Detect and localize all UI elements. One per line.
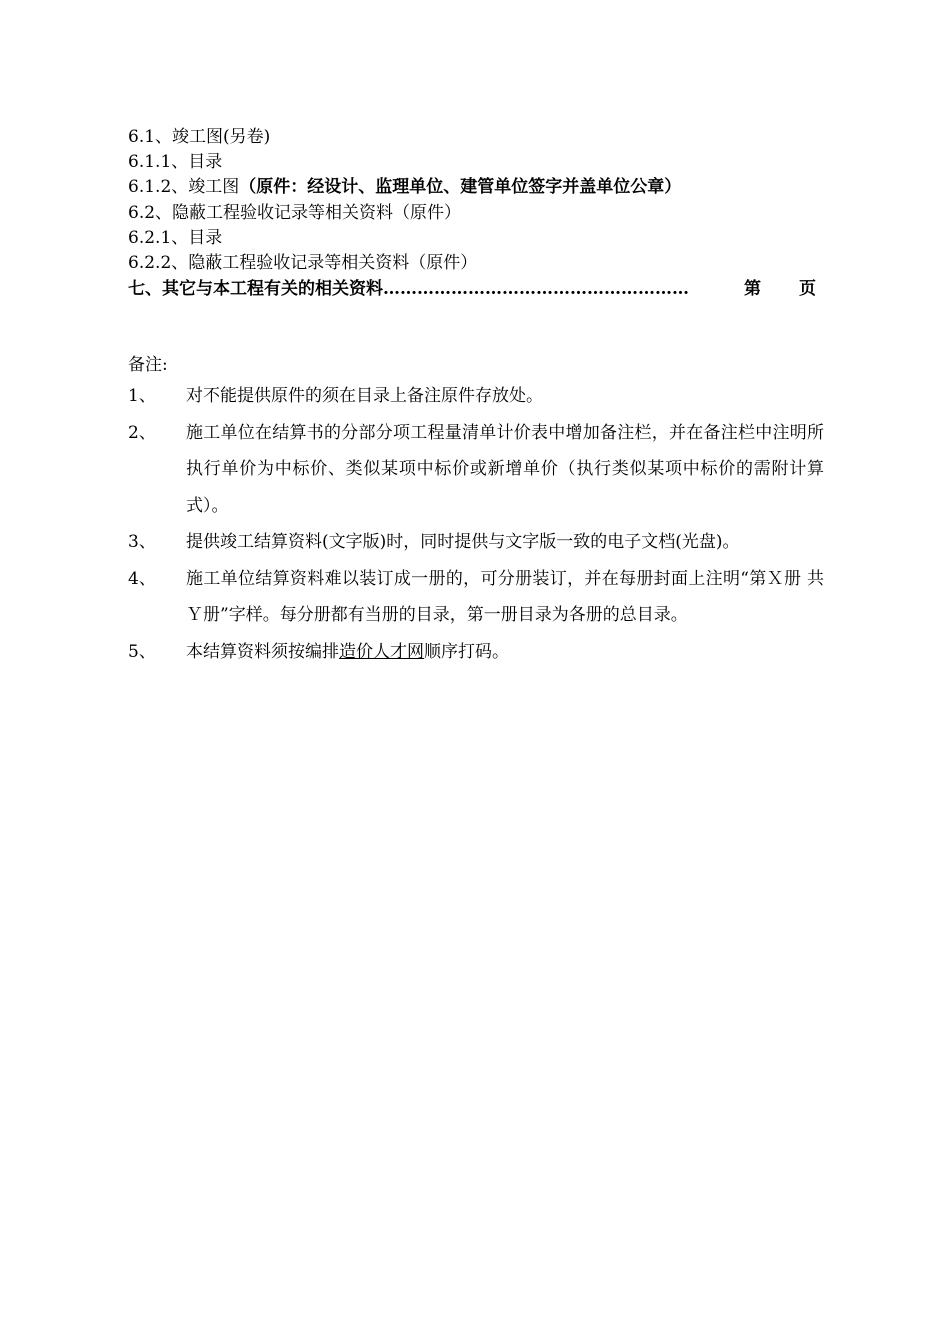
note-number: 2、 — [128, 422, 156, 443]
toc-line-6-1-1: 6.1.1、目录 — [128, 152, 223, 173]
toc-section-7-page — [744, 276, 816, 302]
toc-section-7-title: 七、其它与本工程有关的相关资料……………………………………………… — [128, 279, 689, 300]
notes-title: 备注: — [128, 355, 168, 376]
site-link[interactable]: 造价人才网 — [339, 641, 424, 662]
toc-line-6-1-2-note: （原件：经设计、监理单位、建管单位签字并盖单位公章） — [239, 177, 682, 198]
note-item — [128, 634, 824, 671]
toc-line-6-2: 6.2、隐蔽工程验收记录等相关资料（原件） — [128, 202, 462, 223]
note-item — [128, 561, 824, 634]
note-text-after: 顺序打码。 — [424, 641, 509, 662]
note-text: 施工单位结算资料难以装订成一册的，可分册装订，并在每册封面上注明“第Ｘ册 共Ｙ册”字样。每分册都有当册的目录，第一册目录为各册的总目录。 — [186, 568, 824, 626]
note-text: 对不能提供原件的须在目录上备注原件存放处。 — [186, 386, 543, 407]
notes-list — [128, 378, 828, 670]
note-number: 5、 — [128, 641, 156, 662]
note-number: 3、 — [128, 532, 156, 553]
note-text-before: 本结算资料须按编排 — [186, 641, 339, 662]
note-text: 施工单位在结算书的分部分项工程量清单计价表中增加备注栏，并在备注栏中注明所执行单价为中标价、类似某项中标价或新增单价（执行类似某项中标价的需附计算式）。 — [186, 422, 824, 516]
note-item — [128, 378, 824, 415]
toc-line-6-1: 6.1、竣工图(另卷) — [128, 127, 271, 147]
toc-section-7 — [128, 276, 816, 302]
toc-line-6-2-1: 6.2.1、目录 — [128, 227, 223, 248]
toc-line-6-1-2-prefix: 6.1.2、竣工图 — [128, 177, 240, 198]
note-item — [128, 415, 824, 525]
table-of-contents — [128, 125, 828, 302]
page-prefix: 第 — [744, 279, 761, 300]
toc-line-6-2-2: 6.2.2、隐蔽工程验收记录等相关资料（原件） — [128, 252, 478, 273]
page-suffix: 页 — [799, 279, 816, 300]
document-page — [128, 125, 828, 670]
note-text — [186, 634, 824, 671]
note-number: 1、 — [128, 386, 156, 407]
toc-line-6-1-2 — [128, 175, 828, 200]
note-text: 提供竣工结算资料(文字版)时，同时提供与文字版一致的电子文档(光盘)。 — [186, 532, 740, 553]
note-number: 4、 — [128, 568, 156, 589]
note-item — [128, 524, 824, 561]
